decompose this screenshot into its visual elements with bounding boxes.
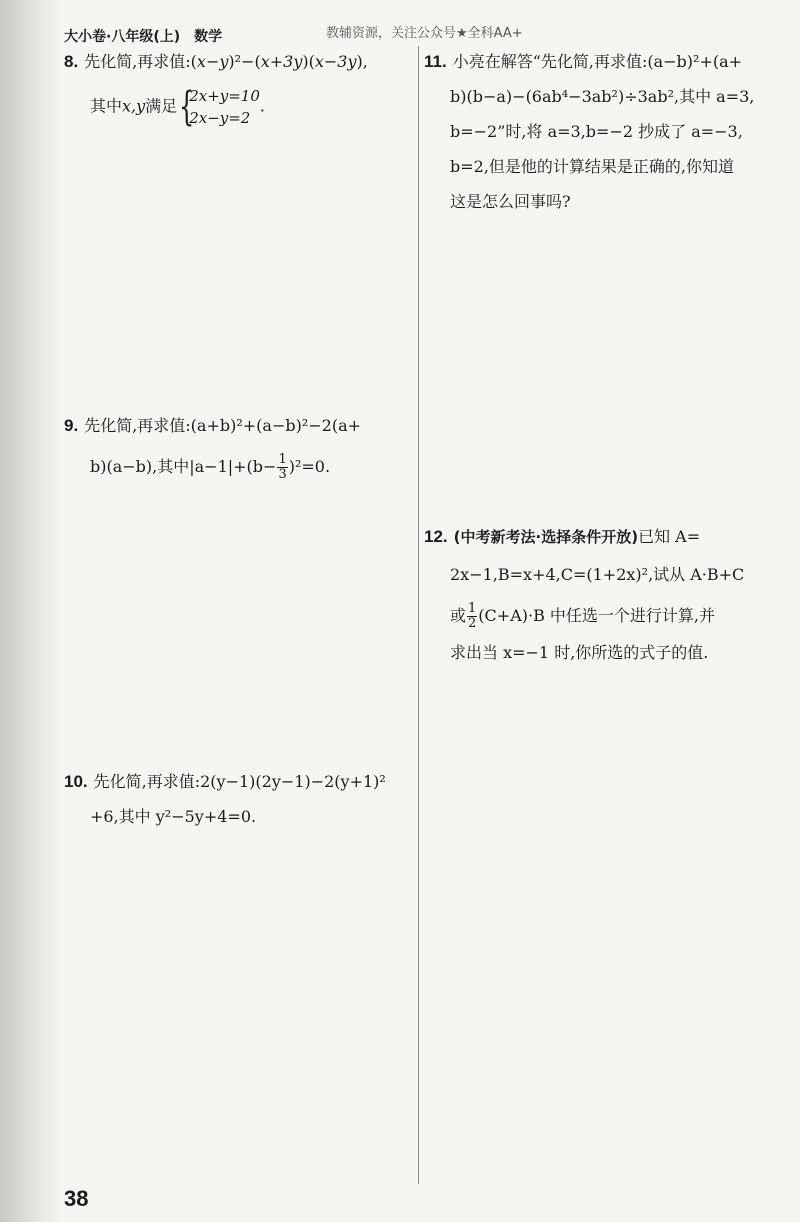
q9-text: 先化简,再求值:(a+b)²+(a−b)²−2(a+: [84, 416, 362, 435]
q8-text: )²−(: [228, 52, 261, 71]
subject-label: 数学: [194, 29, 223, 45]
running-header: [64, 26, 222, 46]
q10-line-1: [64, 764, 416, 799]
question-tag: (中考新考法·选择条件开放): [453, 528, 639, 546]
brace-glyph: {: [179, 84, 195, 130]
q12-line-4: [424, 634, 796, 671]
q12-line-2: [424, 556, 796, 593]
q11-line-4: [424, 149, 796, 184]
equation-1: 2x+y=10: [189, 87, 260, 105]
question-11: [424, 44, 796, 219]
q12-text: 或: [450, 606, 467, 625]
question-number: 8.: [64, 52, 79, 71]
fraction-one-half: [467, 602, 477, 631]
question-8: [64, 44, 416, 129]
book-title: 大小卷·八年级(上): [64, 29, 181, 45]
equation-system: [179, 85, 260, 129]
question-12: [424, 518, 796, 671]
q11-line-3: [424, 114, 796, 149]
q12-text: 求出当 x=−1 时,你所选的式子的值.: [450, 643, 709, 662]
page-number: 38: [64, 1186, 89, 1211]
q11-line-2: [424, 79, 796, 114]
q8-text: ),: [356, 52, 368, 71]
question-10: [64, 764, 416, 834]
q10-text: 先化简,再求值:2(y−1)(2y−1)−2(y+1)²: [93, 772, 386, 791]
q9-line-2: [64, 449, 416, 484]
q8-line-1: [64, 44, 416, 79]
q8-text: 先化简,再求值:(: [84, 52, 197, 71]
q8-expr: x−y: [196, 52, 229, 71]
q10-line-2: [64, 799, 416, 834]
fraction-one-third: [277, 453, 287, 482]
q9-text: )²=0.: [288, 457, 331, 476]
q11-text: b=−2”时,将 a=3,b=−2 抄成了 a=−3,: [450, 122, 743, 141]
question-9: [64, 408, 416, 484]
q12-text: 2x−1,B=x+4,C=(1+2x)²,试从 A·B+C: [450, 565, 745, 584]
q8-text: .: [259, 96, 265, 116]
watermark-text: 教辅资源，关注公众号★全科AA+: [326, 26, 523, 41]
q11-text: 小亮在解答“先化简,再求值:(a−b)²+(a+: [452, 52, 743, 71]
column-divider: [418, 46, 419, 1184]
q8-text: )(: [302, 52, 315, 71]
q9-line-1: [64, 408, 416, 443]
q11-line-5: [424, 184, 796, 219]
q11-text: b=2,但是他的计算结果是正确的,你知道: [450, 157, 735, 176]
q11-line-1: [424, 44, 796, 79]
question-number: 10.: [64, 772, 88, 791]
q8-expr: x+3y: [260, 52, 303, 71]
fraction-numerator: 1: [278, 452, 287, 467]
q11-text: b)(b−a)−(6ab⁴−3ab²)÷3ab²,其中 a=3,: [450, 87, 755, 106]
q12-text: (C+A)·B 中任选一个进行计算,并: [478, 606, 716, 625]
question-number: 9.: [64, 416, 79, 435]
q8-text: 满足: [145, 96, 178, 116]
q8-vars: x,y: [122, 96, 146, 116]
q10-text: +6,其中 y²−5y+4=0.: [90, 807, 257, 826]
question-number: 12.: [424, 527, 448, 546]
fraction-numerator: 1: [468, 601, 477, 616]
fraction-denominator: 3: [278, 467, 287, 482]
q12-text: 已知 A=: [638, 527, 701, 546]
equation-2: 2x−y=2: [189, 109, 251, 127]
binding-edge: [0, 0, 58, 1222]
question-number: 11.: [424, 52, 447, 71]
q12-line-3: [424, 597, 796, 634]
q9-text: b)(a−b),其中|a−1|+(b−: [90, 457, 277, 476]
fraction-denominator: 2: [468, 616, 477, 631]
q11-text: 这是怎么回事吗?: [450, 192, 571, 211]
q8-expr: x−3y: [314, 52, 357, 71]
q12-line-1: [424, 518, 796, 556]
q8-line-2: [64, 85, 416, 129]
q8-text: 其中: [90, 96, 123, 116]
